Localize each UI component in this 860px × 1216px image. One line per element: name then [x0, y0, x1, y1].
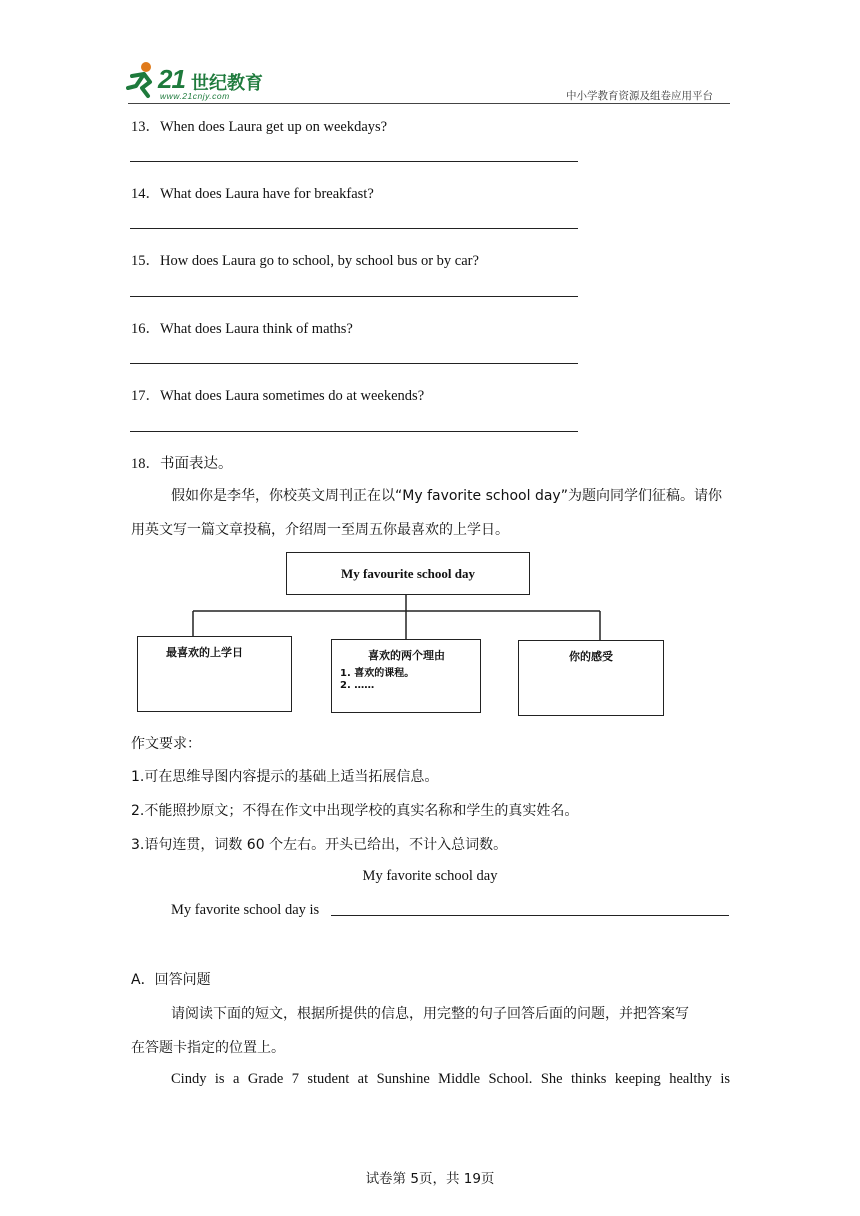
answer-line-17[interactable] — [130, 431, 578, 432]
section-a-instruction-line2: 在答题卡指定的位置上。 — [131, 1040, 285, 1056]
essay-answer-line[interactable] — [331, 915, 729, 916]
mind-map-root-label: My favourite school day — [341, 565, 475, 581]
answer-line-15[interactable] — [130, 296, 578, 297]
header-tagline: 中小学教育资源及组卷应用平台 — [566, 90, 713, 102]
answer-line-14[interactable] — [130, 228, 578, 229]
requirement-1: 1.可在思维导图内容提示的基础上适当拓展信息。 — [131, 769, 439, 785]
mind-map-left-label: 最喜欢的上学日 — [166, 646, 243, 659]
section-a-instruction-line1: 请阅读下面的短文，根据所提供的信息，用完整的句子回答后面的问题，并把答案写 — [171, 1006, 689, 1022]
logo-number: 21 — [158, 64, 185, 94]
answer-line-13[interactable] — [130, 161, 578, 162]
essay-title: My favorite school day — [362, 868, 498, 884]
answer-line-16[interactable] — [130, 363, 578, 364]
mind-map-right-box — [518, 640, 664, 716]
essay-start: My favorite school day is — [171, 902, 320, 918]
requirement-2: 2.不能照抄原文；不得在作文中出现学校的真实名称和学生的真实姓名。 — [131, 803, 579, 819]
mind-map-middle-item2: 2. …… — [340, 680, 375, 691]
requirement-3: 3.语句连贯，词数 60 个左右。开头已给出，不计入总词数。 — [131, 837, 508, 853]
page-number: 试卷第 5页，共 19页 — [365, 1171, 495, 1187]
passage-first-line: Cindy is a Grade 7 student at Sunshine Middle School. She thinks keeping healthy is — [171, 1071, 730, 1087]
writing-prompt-line1: 假如你是李华，你校英文周刊正在以“My favorite school day”为题向同学们征稿。请你 — [171, 488, 722, 504]
section-a-title: A．回答问题 — [131, 972, 211, 988]
question-18-title: 18．书面表达。 — [131, 456, 233, 472]
question-17: 17．What does Laura sometimes do at weekends? — [131, 388, 425, 404]
requirements-title: 作文要求： — [131, 736, 201, 752]
logo-url: www.21cnjy.com — [160, 91, 230, 101]
logo-text: 世纪教育 — [191, 73, 263, 94]
header-divider — [128, 103, 730, 104]
question-13: 13．When does Laura get up on weekdays? — [131, 119, 388, 135]
mind-map-right-label: 你的感受 — [569, 650, 613, 663]
question-14: 14．What does Laura have for breakfast? — [131, 186, 374, 202]
mind-map-middle-item1: 1. 喜欢的课程。 — [340, 668, 415, 679]
runner-logo-icon — [126, 60, 158, 100]
question-15: 15．How does Laura go to school, by school bus or by car? — [131, 253, 479, 269]
mind-map-root-box — [286, 552, 530, 595]
mind-map-left-box — [137, 636, 292, 712]
mind-map-middle-box — [331, 639, 481, 713]
mind-map-middle-title: 喜欢的两个理由 — [368, 649, 445, 662]
writing-prompt-line2: 用英文写一篇文章投稿，介绍周一至周五你最喜欢的上学日。 — [131, 522, 509, 538]
question-16: 16．What does Laura think of maths? — [131, 321, 353, 337]
